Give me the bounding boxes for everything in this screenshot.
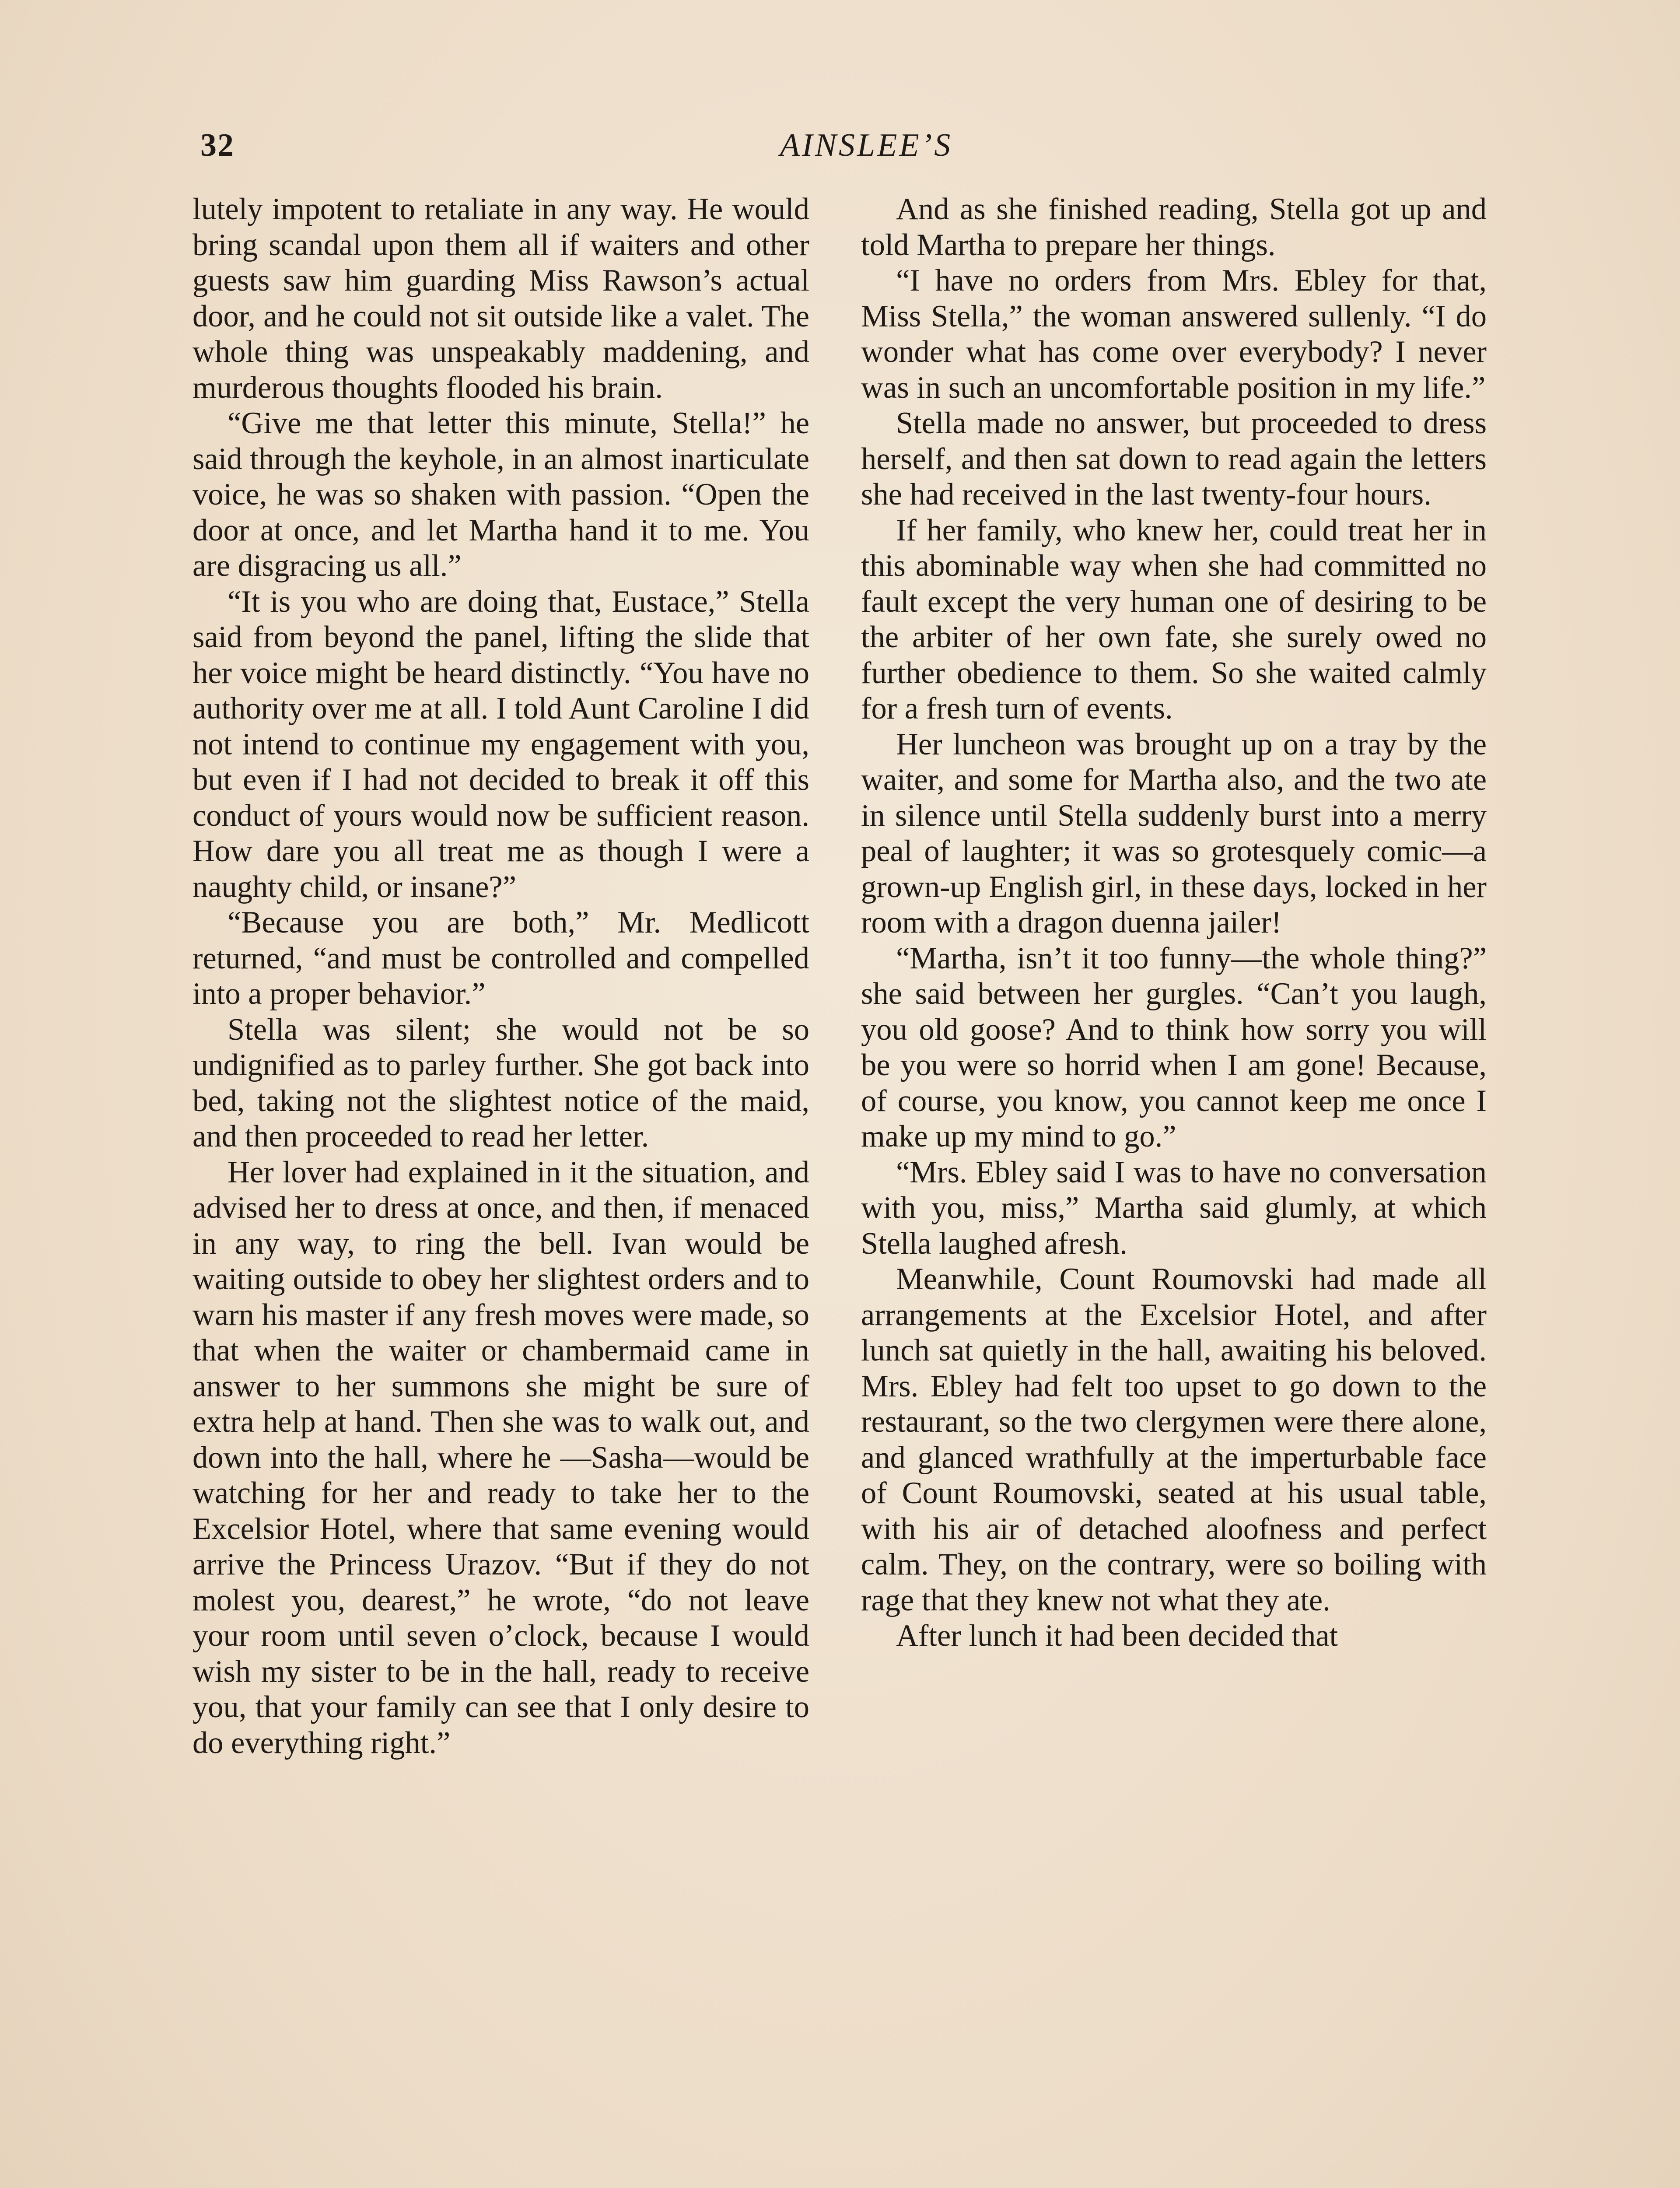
page-header	[192, 127, 1488, 175]
paragraph: “Martha, isn’t it too funny—the whole thing?” she said between her gurgles. “Can’t you laugh, you old goose? And to think how sorry you will be you were so horrid when I am gone! Because, of course, you know, you cannot keep me once I make up my mind to go.”	[861, 941, 1487, 1154]
paragraph: If her family, who knew her, could treat her in this abominable way when she had committed no fault except the very human one of desiring to be the arbiter of her own fate, she surely owed no further obedience to them. So she waited calmly for a fresh turn of events.	[861, 513, 1487, 726]
page-number: 32	[200, 127, 234, 163]
paragraph: “Mrs. Ebley said I was to have no conversation with you, miss,” Martha said glumly, at which Stella laughed afresh.	[861, 1155, 1487, 1261]
paragraph: “Give me that letter this minute, Stella!” he said through the keyhole, in an almost inarticulate voice, he was so shaken with passion. “Open the door at once, and let Martha hand it to me. You are disgracing us all.”	[192, 406, 809, 583]
right-column	[861, 192, 1487, 1654]
paragraph: lutely impotent to retaliate in any way. He would bring scandal upon them all if waiters and other guests saw him guarding Miss Rawson’s actual door, and he could not sit outside like a valet. The whole thing was unspeakably maddening, and murderous thoughts flooded his brain.	[192, 192, 809, 405]
paragraph: And as she finished reading, Stella got up and told Martha to prepare her things.	[861, 192, 1487, 262]
paragraph: “It is you who are doing that, Eustace,” Stella said from beyond the panel, lifting the slide that her voice might be heard distinctly. “You have no authority over me at all. I told Aunt Caroline I did not intend to continue my engagement with you, but even if I had not decided to break it off this conduct of yours would now be sufficient reason. How dare you all treat me as though I were a naughty child, or insane?”	[192, 584, 809, 904]
paragraph: Stella was silent; she would not be so undignified as to parley further. She got back into bed, taking not the slightest notice of the maid, and then proceeded to read her letter.	[192, 1012, 809, 1154]
left-column	[192, 192, 809, 1761]
paragraph: Meanwhile, Count Roumovski had made all arrangements at the Excelsior Hotel, and after lunch sat quietly in the hall, awaiting his beloved. Mrs. Ebley had felt too upset to go down to the restaurant, so the two clergymen were there alone, and glanced wrathfully at the imperturbable face of Count Roumovski, seated at his usual table, with his air of detached aloofness and perfect calm. They, on the contrary, were so boiling with rage that they knew not what they ate.	[861, 1262, 1487, 1617]
paragraph: “Because you are both,” Mr. Medlicott returned, “and must be controlled and compelled into a proper behavior.”	[192, 905, 809, 1011]
running-head: AINSLEE’S	[780, 127, 953, 163]
paragraph: After lunch it had been decided that	[896, 1619, 1338, 1653]
paragraph: “I have no orders from Mrs. Ebley for that, Miss Stella,” the woman answered sullenly. “I do wonder what has come over everybody? I never was in such an uncomfortable position in my life.”	[861, 263, 1487, 405]
paragraph: Her lover had explained in it the situation, and advised her to dress at once, and then, if menaced in any way, to ring the bell. Ivan would be waiting outside to obey her slightest orders and to warn his master if any fresh moves were made, so that when the waiter or chambermaid came in answer to her summons she might be sure of extra help at hand. Then she was to walk out, and down into the hall, where he —Sasha—would be watching for her and ready to take her to the Excelsior Hotel, where that same evening would arrive the Princess Urazov. “But if they do not molest you, dearest,” he wrote, “do not leave your room until seven o’clock, because I would wish my sister to be in the hall, ready to receive you, that your family can see that I only desire to do everything right.”	[192, 1155, 809, 1760]
paragraph: Her luncheon was brought up on a tray by the waiter, and some for Martha also, and the two ate in silence until Stella suddenly burst into a merry peal of laughter; it was so grotesquely comic—a grown-up English girl, in these days, locked in her room with a dragon duenna jailer!	[861, 727, 1487, 940]
paragraph: Stella made no answer, but proceeded to dress herself, and then sat down to read again the letters she had received in the last twenty-four hours.	[861, 406, 1487, 512]
